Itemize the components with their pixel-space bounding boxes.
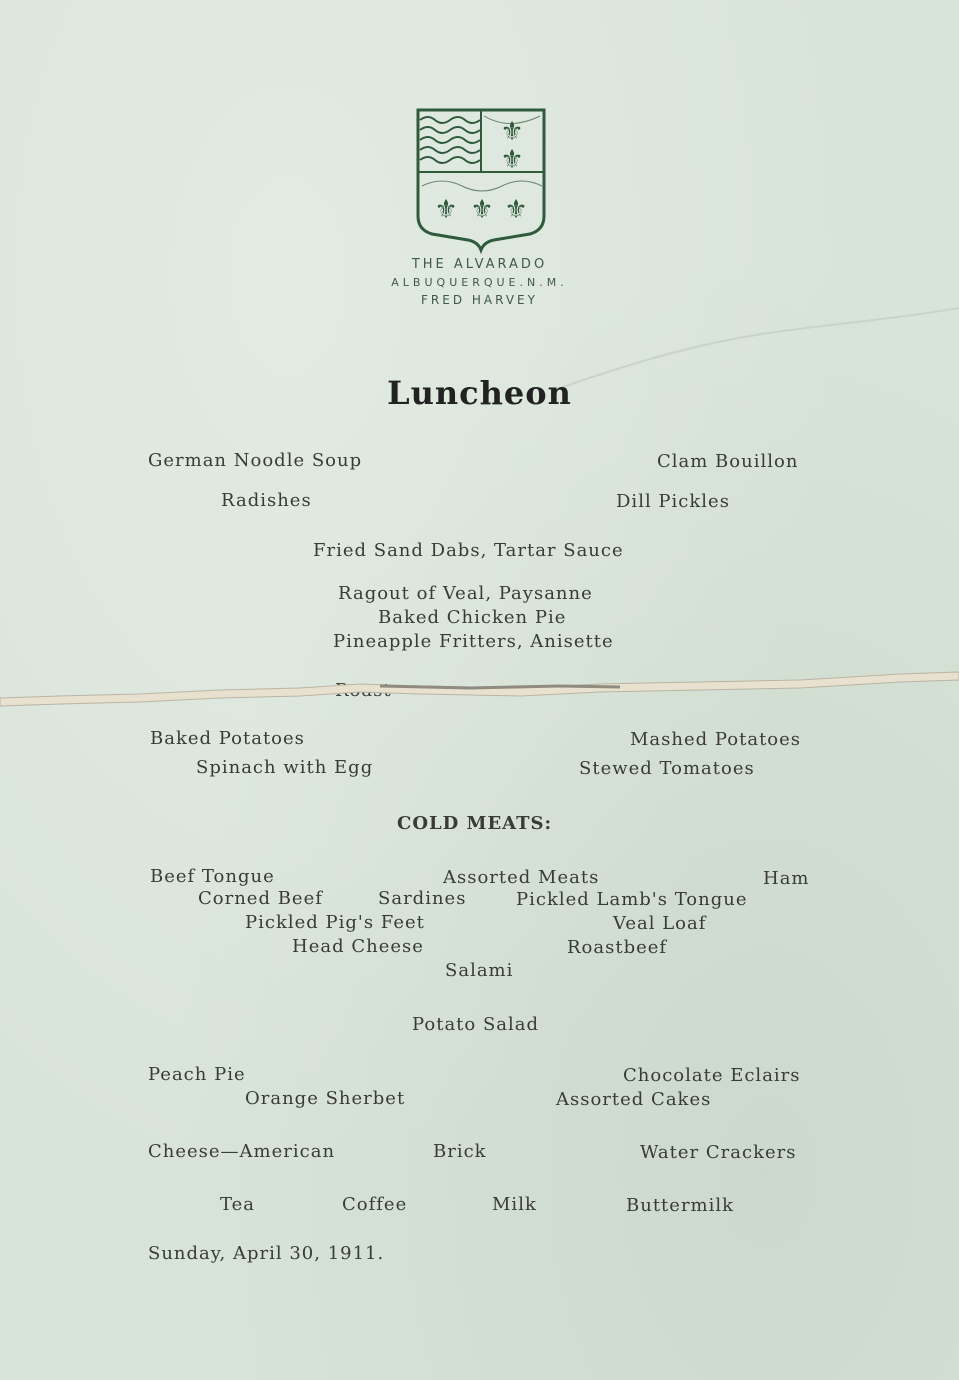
cheese-right: Water Crackers bbox=[640, 1142, 797, 1163]
dessert-row2-left: Orange Sherbet bbox=[245, 1088, 406, 1109]
dessert-row1-left: Peach Pie bbox=[148, 1064, 246, 1085]
cold-meat-item: Salami bbox=[445, 960, 514, 981]
svg-text:⚜: ⚜ bbox=[504, 195, 528, 225]
cold-meat-item: Pickled Pig's Feet bbox=[245, 912, 425, 933]
menu-title: Luncheon bbox=[387, 374, 572, 412]
hotel-name: THE ALVARADO bbox=[411, 257, 548, 272]
soup-right: Clam Bouillon bbox=[657, 451, 799, 472]
cold-meat-item: Pickled Lamb's Tongue bbox=[516, 889, 748, 910]
cold-meat-item: Veal Loaf bbox=[613, 913, 707, 934]
svg-text:⚜: ⚜ bbox=[470, 195, 494, 225]
dessert-row1-right: Chocolate Eclairs bbox=[623, 1065, 801, 1086]
menu-date: Sunday, April 30, 1911. bbox=[148, 1243, 385, 1264]
cold-meat-item: Corned Beef bbox=[198, 888, 323, 909]
cold-meat-item: Sardines bbox=[378, 888, 467, 909]
svg-text:⚜: ⚜ bbox=[434, 195, 458, 225]
beverage-item: Coffee bbox=[342, 1194, 408, 1215]
entree-2: Baked Chicken Pie bbox=[378, 607, 567, 628]
cold-meat-item: Roastbeef bbox=[567, 937, 668, 958]
svg-text:⚜: ⚜ bbox=[500, 117, 524, 147]
relish-right: Dill Pickles bbox=[616, 491, 730, 512]
cold-meat-item: Beef Tongue bbox=[150, 866, 275, 887]
relish-left: Radishes bbox=[221, 490, 312, 511]
svg-text:⚜: ⚜ bbox=[500, 145, 524, 175]
paper-tear bbox=[0, 668, 959, 708]
hotel-operator: FRED HARVEY bbox=[421, 293, 538, 307]
entree-3: Pineapple Fritters, Anisette bbox=[333, 631, 614, 652]
veg-row1-right: Mashed Potatoes bbox=[630, 729, 802, 750]
shield-crest-icon bbox=[412, 106, 550, 254]
hotel-location: ALBUQUERQUE.N.M. bbox=[391, 276, 568, 289]
beverage-item: Tea bbox=[220, 1194, 255, 1215]
dessert-row2-right: Assorted Cakes bbox=[556, 1089, 712, 1110]
beverage-item: Milk bbox=[492, 1194, 537, 1215]
cheese-left: Cheese—American bbox=[148, 1141, 336, 1162]
fish-course: Fried Sand Dabs, Tartar Sauce bbox=[313, 540, 624, 561]
veg-row2-left: Spinach with Egg bbox=[196, 757, 374, 778]
cold-meat-item: Assorted Meats bbox=[443, 867, 600, 888]
cold-meats-heading: COLD MEATS: bbox=[397, 813, 553, 834]
veg-row2-right: Stewed Tomatoes bbox=[579, 758, 755, 779]
veg-row1-left: Baked Potatoes bbox=[150, 728, 305, 749]
soup-left: German Noodle Soup bbox=[148, 450, 363, 471]
entree-1: Ragout of Veal, Paysanne bbox=[338, 583, 593, 604]
cold-meat-item: Ham bbox=[763, 868, 810, 889]
salad-course: Potato Salad bbox=[412, 1014, 540, 1035]
beverage-item: Buttermilk bbox=[626, 1195, 735, 1216]
cheese-middle: Brick bbox=[433, 1141, 487, 1162]
cold-meat-item: Head Cheese bbox=[292, 936, 424, 957]
